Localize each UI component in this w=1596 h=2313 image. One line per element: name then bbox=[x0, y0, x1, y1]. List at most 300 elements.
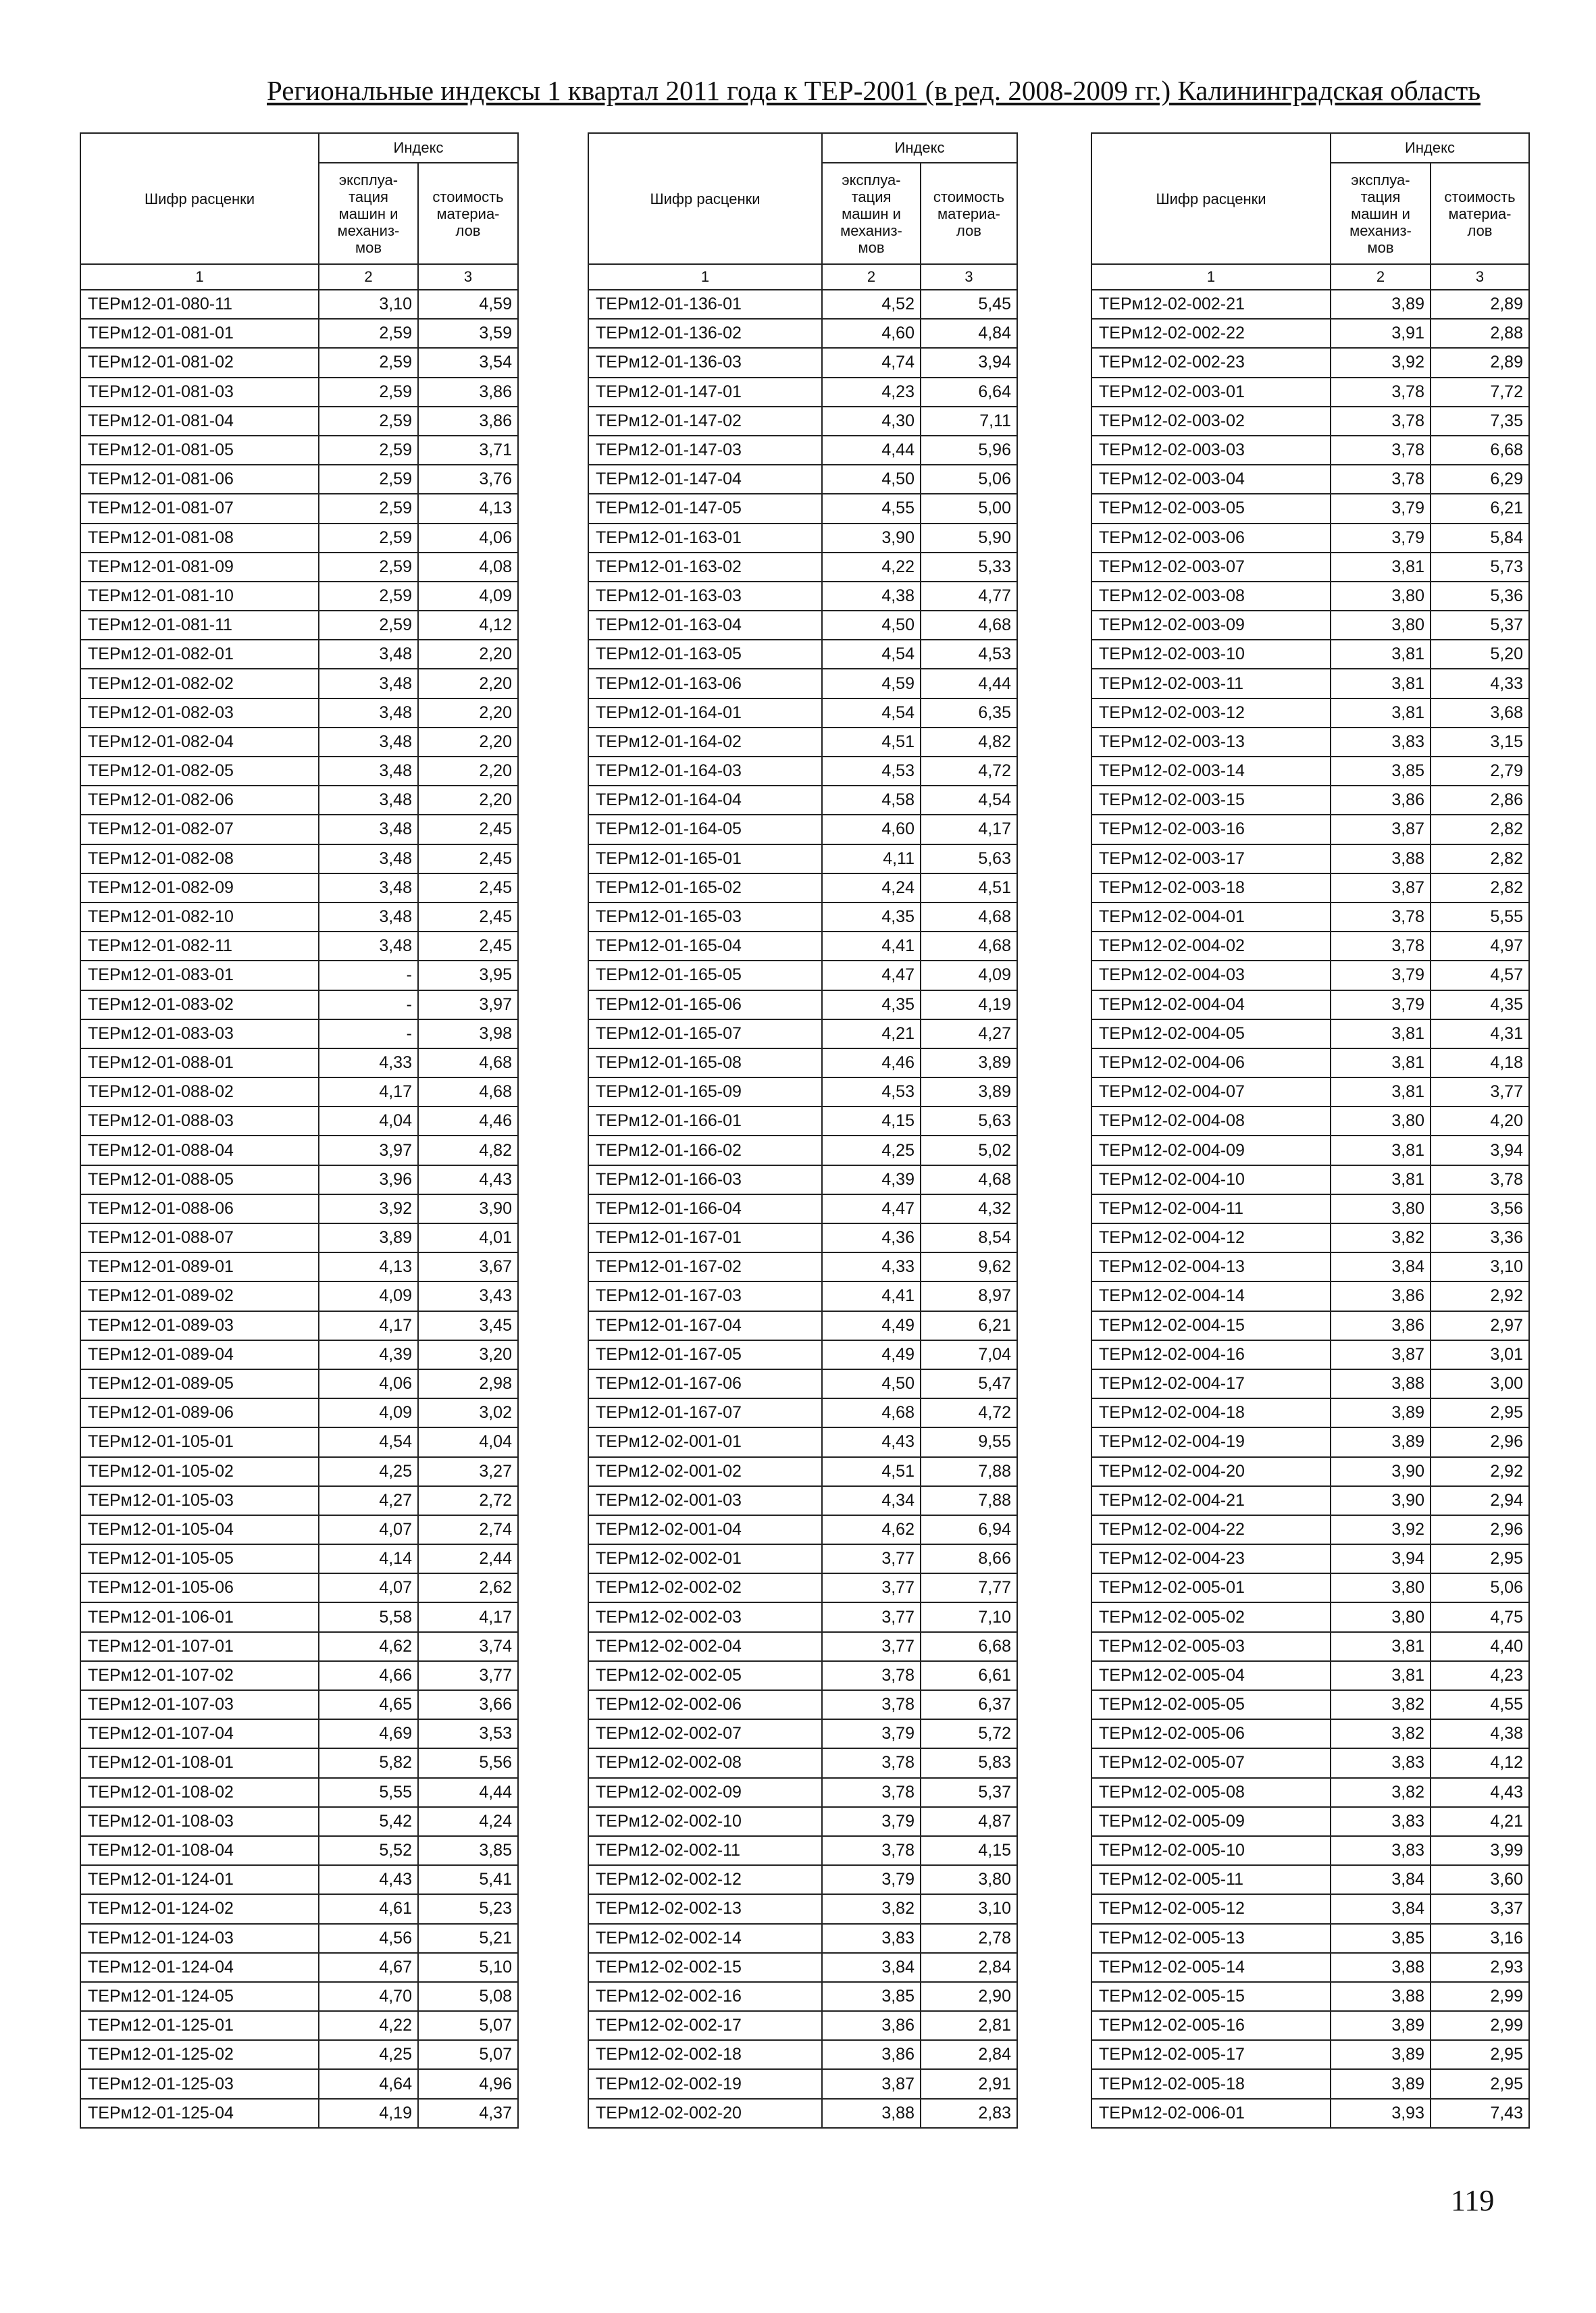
code-cell: ТЕРм12-01-166-04 bbox=[588, 1194, 822, 1223]
code-cell: ТЕРм12-01-136-01 bbox=[588, 290, 822, 319]
machines-cell: 3,86 bbox=[822, 2040, 921, 2069]
table-row bbox=[80, 1690, 518, 1719]
code-cell: ТЕРм12-01-167-01 bbox=[588, 1223, 822, 1252]
code-cell: ТЕРм12-01-088-06 bbox=[80, 1194, 319, 1223]
materials-cell: 4,77 bbox=[921, 582, 1017, 611]
table-row bbox=[588, 1719, 1017, 1748]
materials-cell: 4,44 bbox=[921, 669, 1017, 698]
code-cell: ТЕРм12-01-163-06 bbox=[588, 669, 822, 698]
table-row bbox=[1091, 1077, 1529, 1107]
materials-cell: 2,81 bbox=[921, 2011, 1017, 2040]
materials-cell: 6,29 bbox=[1431, 465, 1529, 494]
header-code: Шифр расценки bbox=[588, 133, 822, 264]
materials-cell: 2,84 bbox=[921, 2040, 1017, 2069]
table-row bbox=[80, 1807, 518, 1836]
table-row bbox=[588, 319, 1017, 348]
materials-cell: 2,97 bbox=[1431, 1311, 1529, 1340]
code-cell: ТЕРм12-01-165-04 bbox=[588, 932, 822, 961]
table-row bbox=[1091, 640, 1529, 669]
table-row bbox=[80, 1602, 518, 1631]
table-row bbox=[588, 1894, 1017, 1923]
header-index: Индекс bbox=[319, 133, 518, 163]
table-row bbox=[80, 1340, 518, 1369]
materials-cell: 3,53 bbox=[418, 1719, 518, 1748]
table-row bbox=[588, 873, 1017, 903]
code-cell: ТЕРм12-02-004-22 bbox=[1091, 1515, 1331, 1544]
machines-cell: 3,81 bbox=[1331, 1048, 1431, 1077]
machines-cell: 3,48 bbox=[319, 669, 418, 698]
code-cell: ТЕРм12-01-089-04 bbox=[80, 1340, 319, 1369]
materials-cell: 2,89 bbox=[1431, 290, 1529, 319]
machines-cell: 4,62 bbox=[319, 1632, 418, 1661]
table-row bbox=[588, 348, 1017, 377]
code-cell: ТЕРм12-02-004-10 bbox=[1091, 1165, 1331, 1194]
code-cell: ТЕРм12-01-106-01 bbox=[80, 1602, 319, 1631]
code-cell: ТЕРм12-01-089-06 bbox=[80, 1398, 319, 1427]
code-cell: ТЕРм12-02-003-03 bbox=[1091, 436, 1331, 465]
machines-cell: 3,86 bbox=[1331, 1311, 1431, 1340]
machines-cell: 4,54 bbox=[822, 698, 921, 728]
code-cell: ТЕРм12-02-002-21 bbox=[1091, 290, 1331, 319]
table-row bbox=[1091, 786, 1529, 815]
materials-cell: 4,59 bbox=[418, 290, 518, 319]
code-cell: ТЕРм12-01-147-01 bbox=[588, 378, 822, 407]
code-cell: ТЕРм12-01-081-03 bbox=[80, 378, 319, 407]
code-cell: ТЕРм12-01-164-02 bbox=[588, 728, 822, 757]
machines-cell: 3,83 bbox=[1331, 728, 1431, 757]
machines-cell: 3,88 bbox=[1331, 1953, 1431, 1982]
machines-cell: 3,79 bbox=[822, 1719, 921, 1748]
header-num-2: 2 bbox=[319, 264, 418, 290]
table-row bbox=[1091, 1136, 1529, 1165]
materials-cell: 7,43 bbox=[1431, 2099, 1529, 2128]
table-row bbox=[1091, 1281, 1529, 1311]
machines-cell: 4,51 bbox=[822, 728, 921, 757]
code-cell: ТЕРм12-01-088-04 bbox=[80, 1136, 319, 1165]
table-row bbox=[1091, 524, 1529, 553]
table-row bbox=[1091, 1661, 1529, 1690]
table-row bbox=[1091, 1107, 1529, 1136]
code-cell: ТЕРм12-01-082-05 bbox=[80, 757, 319, 786]
table-row bbox=[588, 582, 1017, 611]
materials-cell: 5,02 bbox=[921, 1136, 1017, 1165]
materials-cell: 3,94 bbox=[1431, 1136, 1529, 1165]
machines-cell: 4,59 bbox=[822, 669, 921, 698]
materials-cell: 4,46 bbox=[418, 1107, 518, 1136]
machines-cell: 2,59 bbox=[319, 465, 418, 494]
table-row bbox=[1091, 494, 1529, 523]
code-cell: ТЕРм12-02-001-02 bbox=[588, 1457, 822, 1486]
table-row bbox=[80, 348, 518, 377]
code-cell: ТЕРм12-01-124-05 bbox=[80, 1982, 319, 2011]
machines-cell: 3,92 bbox=[1331, 348, 1431, 377]
code-cell: ТЕРм12-02-005-16 bbox=[1091, 2011, 1331, 2040]
materials-cell: 7,77 bbox=[921, 1573, 1017, 1602]
table-row bbox=[588, 1953, 1017, 1982]
table-row bbox=[80, 407, 518, 436]
machines-cell: 3,89 bbox=[1331, 290, 1431, 319]
code-cell: ТЕРм12-01-167-02 bbox=[588, 1252, 822, 1281]
code-cell: ТЕРм12-01-125-01 bbox=[80, 2011, 319, 2040]
machines-cell: 4,55 bbox=[822, 494, 921, 523]
table-row bbox=[80, 494, 518, 523]
materials-cell: 4,68 bbox=[921, 932, 1017, 961]
table-row bbox=[588, 436, 1017, 465]
materials-cell: 2,74 bbox=[418, 1515, 518, 1544]
materials-cell: 4,17 bbox=[921, 815, 1017, 844]
code-cell: ТЕРм12-02-004-08 bbox=[1091, 1107, 1331, 1136]
code-cell: ТЕРм12-02-002-01 bbox=[588, 1544, 822, 1573]
code-cell: ТЕРм12-01-107-03 bbox=[80, 1690, 319, 1719]
machines-cell: 3,94 bbox=[1331, 1544, 1431, 1573]
materials-cell: 7,11 bbox=[921, 407, 1017, 436]
machines-cell: 3,78 bbox=[822, 1690, 921, 1719]
code-cell: ТЕРм12-02-003-05 bbox=[1091, 494, 1331, 523]
materials-cell: 2,44 bbox=[418, 1544, 518, 1573]
machines-cell: 4,58 bbox=[822, 786, 921, 815]
table-row bbox=[80, 932, 518, 961]
code-cell: ТЕРм12-02-004-05 bbox=[1091, 1019, 1331, 1048]
code-cell: ТЕРм12-01-124-01 bbox=[80, 1865, 319, 1894]
code-cell: ТЕРм12-02-004-01 bbox=[1091, 903, 1331, 932]
table-row bbox=[80, 1252, 518, 1281]
machines-cell: 3,81 bbox=[1331, 1077, 1431, 1107]
materials-cell: 5,72 bbox=[921, 1719, 1017, 1748]
materials-cell: 3,00 bbox=[1431, 1369, 1529, 1398]
machines-cell: 3,77 bbox=[822, 1632, 921, 1661]
machines-cell: 3,83 bbox=[1331, 1807, 1431, 1836]
table-row bbox=[588, 1107, 1017, 1136]
table-row bbox=[588, 698, 1017, 728]
machines-cell: 4,50 bbox=[822, 611, 921, 640]
machines-cell: 2,59 bbox=[319, 319, 418, 348]
table-row bbox=[588, 1982, 1017, 2011]
table-row bbox=[588, 1457, 1017, 1486]
table-row bbox=[1091, 1457, 1529, 1486]
materials-cell: 5,21 bbox=[418, 1924, 518, 1953]
materials-cell: 2,95 bbox=[1431, 1398, 1529, 1427]
code-cell: ТЕРм12-02-003-01 bbox=[1091, 378, 1331, 407]
machines-cell: 4,49 bbox=[822, 1311, 921, 1340]
machines-cell: 3,85 bbox=[1331, 757, 1431, 786]
table-row bbox=[80, 1136, 518, 1165]
table-row bbox=[1091, 290, 1529, 319]
materials-cell: 4,53 bbox=[921, 640, 1017, 669]
machines-cell: 3,81 bbox=[1331, 553, 1431, 582]
code-cell: ТЕРм12-01-082-02 bbox=[80, 669, 319, 698]
table-row bbox=[588, 1544, 1017, 1573]
materials-cell: 3,36 bbox=[1431, 1223, 1529, 1252]
code-cell: ТЕРм12-02-003-14 bbox=[1091, 757, 1331, 786]
table-row bbox=[1091, 1836, 1529, 1865]
code-cell: ТЕРм12-02-003-17 bbox=[1091, 844, 1331, 873]
code-cell: ТЕРм12-02-004-07 bbox=[1091, 1077, 1331, 1107]
machines-cell: 3,48 bbox=[319, 640, 418, 669]
machines-cell: 3,93 bbox=[1331, 2099, 1431, 2128]
code-cell: ТЕРм12-02-004-11 bbox=[1091, 1194, 1331, 1223]
materials-cell: 3,94 bbox=[921, 348, 1017, 377]
machines-cell: 4,60 bbox=[822, 815, 921, 844]
materials-cell: 4,84 bbox=[921, 319, 1017, 348]
table-row bbox=[80, 611, 518, 640]
machines-cell: 4,47 bbox=[822, 961, 921, 990]
machines-cell: 3,81 bbox=[1331, 669, 1431, 698]
materials-cell: 4,24 bbox=[418, 1807, 518, 1836]
table-row bbox=[588, 757, 1017, 786]
machines-cell: 3,84 bbox=[822, 1953, 921, 1982]
page-number: 119 bbox=[1451, 2184, 1495, 2217]
materials-cell: 6,68 bbox=[921, 1632, 1017, 1661]
materials-cell: 4,09 bbox=[921, 961, 1017, 990]
code-cell: ТЕРм12-02-003-06 bbox=[1091, 524, 1331, 553]
code-cell: ТЕРм12-02-005-18 bbox=[1091, 2069, 1331, 2098]
materials-cell: 2,20 bbox=[418, 640, 518, 669]
code-cell: ТЕРм12-02-005-04 bbox=[1091, 1661, 1331, 1690]
table-row bbox=[1091, 553, 1529, 582]
code-cell: ТЕРм12-01-147-05 bbox=[588, 494, 822, 523]
machines-cell: 4,11 bbox=[822, 844, 921, 873]
code-cell: ТЕРм12-01-167-07 bbox=[588, 1398, 822, 1427]
table-row bbox=[588, 1252, 1017, 1281]
machines-cell: 5,55 bbox=[319, 1778, 418, 1807]
machines-cell: 3,48 bbox=[319, 757, 418, 786]
machines-cell: 2,59 bbox=[319, 582, 418, 611]
code-cell: ТЕРм12-02-004-19 bbox=[1091, 1427, 1331, 1456]
table-row bbox=[1091, 1982, 1529, 2011]
table-row bbox=[1091, 1340, 1529, 1369]
machines-cell: 3,87 bbox=[822, 2069, 921, 2098]
code-cell: ТЕРм12-01-081-06 bbox=[80, 465, 319, 494]
machines-cell: 3,89 bbox=[1331, 1427, 1431, 1456]
materials-cell: 3,89 bbox=[921, 1077, 1017, 1107]
table-row bbox=[80, 1894, 518, 1923]
materials-cell: 8,66 bbox=[921, 1544, 1017, 1573]
table-row bbox=[80, 990, 518, 1019]
table-row bbox=[1091, 1719, 1529, 1748]
machines-cell: 4,14 bbox=[319, 1544, 418, 1573]
machines-cell: - bbox=[319, 1019, 418, 1048]
table-row bbox=[1091, 1573, 1529, 1602]
machines-cell: 3,87 bbox=[1331, 1340, 1431, 1369]
machines-cell: 3,89 bbox=[319, 1223, 418, 1252]
materials-cell: 5,83 bbox=[921, 1748, 1017, 1777]
materials-cell: 5,07 bbox=[418, 2040, 518, 2069]
code-cell: ТЕРм12-01-081-08 bbox=[80, 524, 319, 553]
machines-cell: 4,44 bbox=[822, 436, 921, 465]
table-row bbox=[80, 436, 518, 465]
materials-cell: 3,71 bbox=[418, 436, 518, 465]
machines-cell: 4,22 bbox=[319, 2011, 418, 2040]
materials-cell: 4,18 bbox=[1431, 1048, 1529, 1077]
table-row bbox=[1091, 698, 1529, 728]
code-cell: ТЕРм12-01-081-04 bbox=[80, 407, 319, 436]
code-cell: ТЕРм12-01-083-03 bbox=[80, 1019, 319, 1048]
code-cell: ТЕРм12-02-002-13 bbox=[588, 1894, 822, 1923]
materials-cell: 3,01 bbox=[1431, 1340, 1529, 1369]
materials-cell: 5,73 bbox=[1431, 553, 1529, 582]
machines-cell: 4,27 bbox=[319, 1486, 418, 1515]
table-row bbox=[80, 1194, 518, 1223]
materials-cell: 2,20 bbox=[418, 786, 518, 815]
table-row bbox=[588, 932, 1017, 961]
materials-cell: 4,51 bbox=[921, 873, 1017, 903]
machines-cell: 3,10 bbox=[319, 290, 418, 319]
materials-cell: 4,43 bbox=[1431, 1778, 1529, 1807]
code-cell: ТЕРм12-01-081-11 bbox=[80, 611, 319, 640]
machines-cell: - bbox=[319, 961, 418, 990]
table-row bbox=[80, 1719, 518, 1748]
table-row bbox=[80, 1748, 518, 1777]
machines-cell: 3,79 bbox=[822, 1807, 921, 1836]
table-row bbox=[1091, 757, 1529, 786]
materials-cell: 4,87 bbox=[921, 1807, 1017, 1836]
table-row bbox=[588, 815, 1017, 844]
machines-cell: 4,09 bbox=[319, 1281, 418, 1311]
machines-cell: 4,52 bbox=[822, 290, 921, 319]
code-cell: ТЕРм12-02-001-03 bbox=[588, 1486, 822, 1515]
materials-cell: 3,74 bbox=[418, 1632, 518, 1661]
machines-cell: 4,53 bbox=[822, 1077, 921, 1107]
materials-cell: 5,08 bbox=[418, 1982, 518, 2011]
materials-cell: 6,94 bbox=[921, 1515, 1017, 1544]
table-row bbox=[1091, 378, 1529, 407]
table-row bbox=[1091, 1019, 1529, 1048]
machines-cell: 4,65 bbox=[319, 1690, 418, 1719]
code-cell: ТЕРм12-02-003-02 bbox=[1091, 407, 1331, 436]
machines-cell: 3,81 bbox=[1331, 1632, 1431, 1661]
table-row bbox=[1091, 873, 1529, 903]
table-row bbox=[80, 1661, 518, 1690]
table-row bbox=[1091, 2069, 1529, 2098]
code-cell: ТЕРм12-01-125-04 bbox=[80, 2099, 319, 2128]
machines-cell: 3,78 bbox=[822, 1748, 921, 1777]
machines-cell: 3,92 bbox=[1331, 1515, 1431, 1544]
materials-cell: 3,59 bbox=[418, 319, 518, 348]
code-cell: ТЕРм12-02-004-16 bbox=[1091, 1340, 1331, 1369]
materials-cell: 4,27 bbox=[921, 1019, 1017, 1048]
code-cell: ТЕРм12-01-083-01 bbox=[80, 961, 319, 990]
code-cell: ТЕРм12-01-088-05 bbox=[80, 1165, 319, 1194]
table-row bbox=[1091, 1778, 1529, 1807]
machines-cell: 3,48 bbox=[319, 815, 418, 844]
machines-cell: 4,25 bbox=[319, 1457, 418, 1486]
materials-cell: 3,54 bbox=[418, 348, 518, 377]
materials-cell: 5,37 bbox=[1431, 611, 1529, 640]
code-cell: ТЕРм12-01-082-06 bbox=[80, 786, 319, 815]
machines-cell: 2,59 bbox=[319, 436, 418, 465]
table-row bbox=[80, 2069, 518, 2098]
code-cell: ТЕРм12-02-004-17 bbox=[1091, 1369, 1331, 1398]
materials-cell: 4,21 bbox=[1431, 1807, 1529, 1836]
materials-cell: 8,97 bbox=[921, 1281, 1017, 1311]
header-machines: эксплуа- тация машин и механиз- мов bbox=[319, 163, 418, 264]
machines-cell: 3,48 bbox=[319, 698, 418, 728]
machines-cell: 3,81 bbox=[1331, 640, 1431, 669]
code-cell: ТЕРм12-01-088-01 bbox=[80, 1048, 319, 1077]
materials-cell: 5,47 bbox=[921, 1369, 1017, 1398]
code-cell: ТЕРм12-02-005-03 bbox=[1091, 1632, 1331, 1661]
table-row bbox=[1091, 932, 1529, 961]
materials-cell: 4,55 bbox=[1431, 1690, 1529, 1719]
machines-cell: 5,42 bbox=[319, 1807, 418, 1836]
table-row bbox=[80, 873, 518, 903]
materials-cell: 4,44 bbox=[418, 1778, 518, 1807]
header-num-3: 3 bbox=[1431, 264, 1529, 290]
materials-cell: 4,68 bbox=[921, 903, 1017, 932]
machines-cell: 4,24 bbox=[822, 873, 921, 903]
table-row bbox=[588, 1778, 1017, 1807]
code-cell: ТЕРм12-02-005-10 bbox=[1091, 1836, 1331, 1865]
table-row bbox=[80, 961, 518, 990]
materials-cell: 5,20 bbox=[1431, 640, 1529, 669]
code-cell: ТЕРм12-01-089-03 bbox=[80, 1311, 319, 1340]
table-row bbox=[588, 2069, 1017, 2098]
code-cell: ТЕРм12-02-003-15 bbox=[1091, 786, 1331, 815]
machines-cell: 4,69 bbox=[319, 1719, 418, 1748]
table-row bbox=[1091, 1165, 1529, 1194]
table-row bbox=[1091, 407, 1529, 436]
materials-cell: 2,86 bbox=[1431, 786, 1529, 815]
machines-cell: 5,52 bbox=[319, 1836, 418, 1865]
machines-cell: 4,30 bbox=[822, 407, 921, 436]
code-cell: ТЕРм12-02-002-17 bbox=[588, 2011, 822, 2040]
materials-cell: 3,95 bbox=[418, 961, 518, 990]
materials-cell: 3,99 bbox=[1431, 1836, 1529, 1865]
code-cell: ТЕРм12-01-164-01 bbox=[588, 698, 822, 728]
table-row bbox=[588, 1048, 1017, 1077]
machines-cell: 3,87 bbox=[1331, 815, 1431, 844]
code-cell: ТЕРм12-01-082-09 bbox=[80, 873, 319, 903]
machines-cell: 2,59 bbox=[319, 348, 418, 377]
code-cell: ТЕРм12-02-005-11 bbox=[1091, 1865, 1331, 1894]
materials-cell: 5,00 bbox=[921, 494, 1017, 523]
table-row bbox=[588, 669, 1017, 698]
machines-cell: 3,90 bbox=[1331, 1486, 1431, 1515]
materials-cell: 7,04 bbox=[921, 1340, 1017, 1369]
machines-cell: 4,35 bbox=[822, 903, 921, 932]
table-row bbox=[1091, 1544, 1529, 1573]
table-row bbox=[588, 290, 1017, 319]
machines-cell: 3,86 bbox=[1331, 786, 1431, 815]
materials-cell: 2,98 bbox=[418, 1369, 518, 1398]
header-materials: стоимость материа- лов bbox=[1431, 163, 1529, 264]
code-cell: ТЕРм12-01-081-01 bbox=[80, 319, 319, 348]
materials-cell: 3,80 bbox=[921, 1865, 1017, 1894]
table-row bbox=[1091, 1252, 1529, 1281]
code-cell: ТЕРм12-01-136-03 bbox=[588, 348, 822, 377]
machines-cell: 3,78 bbox=[822, 1661, 921, 1690]
materials-cell: 2,92 bbox=[1431, 1457, 1529, 1486]
code-cell: ТЕРм12-01-082-03 bbox=[80, 698, 319, 728]
code-cell: ТЕРм12-02-002-02 bbox=[588, 1573, 822, 1602]
code-cell: ТЕРм12-02-004-06 bbox=[1091, 1048, 1331, 1077]
materials-cell: 2,20 bbox=[418, 698, 518, 728]
table-row bbox=[588, 1398, 1017, 1427]
table-row bbox=[588, 553, 1017, 582]
table-row bbox=[80, 1486, 518, 1515]
machines-cell: 4,43 bbox=[822, 1427, 921, 1456]
table-row bbox=[80, 640, 518, 669]
table-row bbox=[1091, 1486, 1529, 1515]
materials-cell: 4,01 bbox=[418, 1223, 518, 1252]
code-cell: ТЕРм12-01-167-05 bbox=[588, 1340, 822, 1369]
materials-cell: 4,68 bbox=[418, 1077, 518, 1107]
machines-cell: 3,48 bbox=[319, 728, 418, 757]
code-cell: ТЕРм12-01-105-05 bbox=[80, 1544, 319, 1573]
machines-cell: 4,09 bbox=[319, 1398, 418, 1427]
code-cell: ТЕРм12-02-002-04 bbox=[588, 1632, 822, 1661]
materials-cell: 3,86 bbox=[418, 407, 518, 436]
